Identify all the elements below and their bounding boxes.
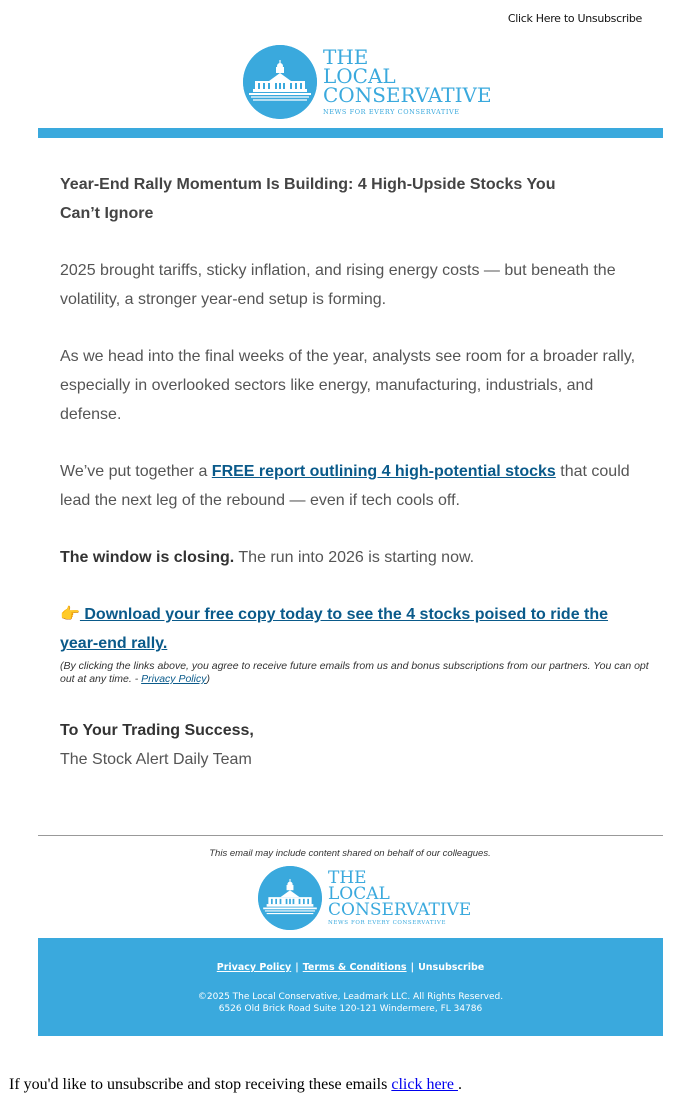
signoff-greeting: To Your Trading Success, bbox=[60, 722, 254, 739]
capitol-building-icon bbox=[258, 866, 322, 930]
footer-unsubscribe-link[interactable]: Unsubscribe bbox=[418, 962, 485, 973]
bottom-unsubscribe-line bbox=[9, 1076, 462, 1094]
pointing-hand-icon: 👉 bbox=[60, 606, 80, 623]
download-cta bbox=[60, 600, 650, 658]
urgency-rest: The run into 2026 is starting now. bbox=[234, 549, 475, 566]
footer-links bbox=[38, 962, 663, 973]
disclaimer bbox=[60, 660, 650, 686]
bottom-period: . bbox=[457, 1076, 462, 1093]
paragraph-urgency bbox=[60, 543, 650, 572]
footer-privacy-link[interactable]: Privacy Policy bbox=[216, 962, 292, 973]
footer-separator: | bbox=[295, 962, 299, 973]
footer-bar bbox=[38, 938, 663, 1036]
footer-separator: | bbox=[410, 962, 415, 973]
footer-copyright bbox=[38, 991, 663, 1015]
address-text: 6526 Old Brick Road Suite 120-121 Windermere, FL 34786 bbox=[218, 1004, 483, 1014]
signoff-team: The Stock Alert Daily Team bbox=[60, 751, 252, 768]
email-body bbox=[60, 170, 650, 774]
article-headline: Year-End Rally Momentum Is Building: 4 High-Upside Stocks You Can’t Ignore bbox=[60, 176, 556, 222]
footer-brand-wordmark: THE LOCAL CONSERVATIVE bbox=[328, 867, 472, 921]
paragraph-report bbox=[60, 457, 650, 515]
top-unsubscribe-link[interactable]: Click Here to Unsubscribe bbox=[507, 12, 642, 25]
footer-divider bbox=[38, 835, 663, 836]
urgency-bold: The window is closing. bbox=[60, 549, 235, 566]
disclaimer-text: (By clicking the links above, you agree to receive future emails from us and bonus subscriptions from our partners. You can opt out at any time. - bbox=[60, 660, 649, 685]
copyright-text: ©2025 The Local Conservative, Leadmark LLC. All Rights Reserved. bbox=[197, 992, 504, 1002]
brand-tagline: NEWS FOR EVERY CONSERVATIVE bbox=[323, 108, 460, 116]
footer-terms-link[interactable]: Terms & Conditions bbox=[302, 962, 407, 973]
footer-brand-tagline: NEWS FOR EVERY CONSERVATIVE bbox=[328, 920, 447, 927]
footer-brand-logo[interactable] bbox=[258, 866, 471, 930]
header-divider-bar bbox=[38, 128, 663, 138]
paragraph-outlook: As we head into the final weeks of the year, analysts see room for a broader rally, especially in overlooked sectors like energy, manufacturing, industrials, and defense. bbox=[60, 348, 636, 423]
shared-content-note: This email may include content shared on behalf of our colleagues. bbox=[209, 848, 491, 859]
signoff bbox=[60, 716, 650, 774]
disclaimer-close: ) bbox=[206, 673, 210, 685]
bottom-click-here-link[interactable]: click here bbox=[391, 1076, 458, 1093]
paragraph-intro: 2025 brought tariffs, sticky inflation, and rising energy costs — but beneath the volatility, a stronger year-end setup is forming. bbox=[60, 262, 616, 308]
brand-wordmark: THE LOCAL CONSERVATIVE bbox=[323, 45, 492, 107]
report-text-after: that could lead the next leg of the rebound — even if tech cools off. bbox=[60, 463, 630, 509]
bottom-unsubscribe-text: If you'd like to unsubscribe and stop receiving these emails bbox=[9, 1076, 392, 1093]
report-text-before: We’ve put together a bbox=[60, 463, 212, 480]
privacy-policy-link[interactable]: Privacy Policy bbox=[141, 673, 207, 685]
brand-logo[interactable] bbox=[243, 45, 492, 119]
download-link[interactable]: Download your free copy today to see the 4 stocks poised to ride the year-end rally. bbox=[60, 606, 609, 652]
free-report-link[interactable]: FREE report outlining 4 high-potential stocks bbox=[211, 463, 556, 480]
capitol-building-icon bbox=[243, 45, 317, 119]
